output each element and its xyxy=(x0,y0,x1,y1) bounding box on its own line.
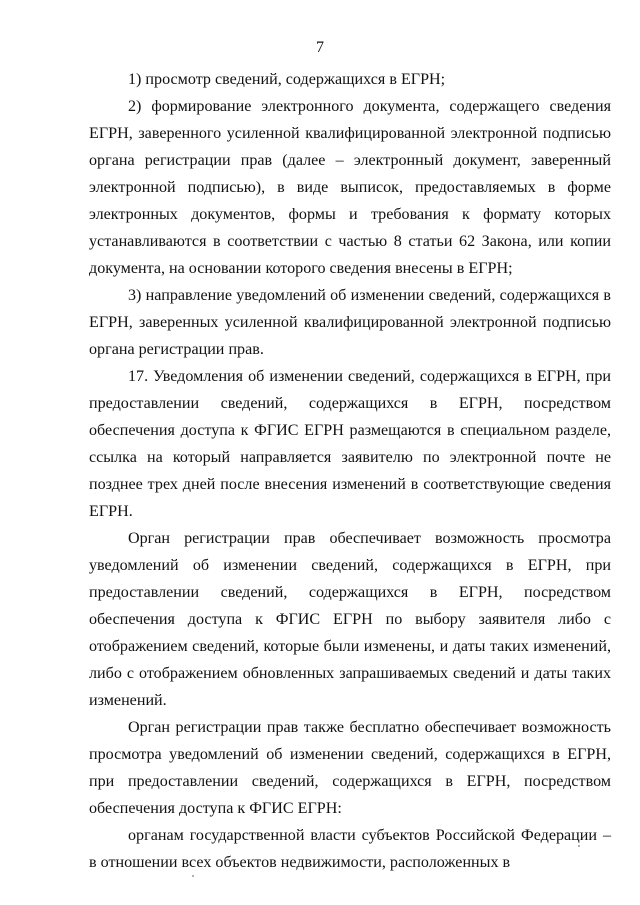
scan-speck xyxy=(578,845,580,847)
paragraph-view-options: Орган регистрации прав обеспечивает возможность просмотра уведомлений об изменении сведений, содержащихся в ЕГРН, при предоставлении сведений, содержащихся в ЕГРН, посредством обеспечения доступа к ФГИС ЕГРН по выбору заявителя либо с отображением сведений, которые были изменены, и даты таких изменений, либо с отображением обновленных запрашиваемых сведений и даты таких изменений. xyxy=(89,530,611,709)
paragraph-clause-17: 17. Уведомления об изменении сведений, содержащихся в ЕГРН, при предоставлении сведений, содержащихся в ЕГРН, посредством обеспечения доступа к ФГИС ЕГРН размещаются в специальном разделе, ссылка на который направляется заявителю по электронной почте не позднее трех дней после внесения изменений в соответствующие сведения ЕГРН. xyxy=(89,368,611,520)
paragraph-regional-authorities: органам государственной власти субъектов Российской Федерации – в отношении всех объектов недвижимости, расположенных в xyxy=(89,827,611,871)
paragraph-item-1: 1) просмотр сведений, содержащихся в ЕГРН; xyxy=(128,71,446,88)
paragraph-item-3: 3) направление уведомлений об изменении сведений, содержащихся в ЕГРН, заверенных усиленной квалифицированной электронной подписью органа регистрации прав. xyxy=(89,287,611,358)
paragraph-free-access: Орган регистрации прав также бесплатно обеспечивает возможность просмотра уведомлений об изменении сведений, содержащихся в ЕГРН, при предоставлении сведений, содержащихся в ЕГРН, посредством обеспечения доступа к ФГИС ЕГРН: xyxy=(89,719,611,817)
scan-speck xyxy=(192,875,194,877)
page-number: 7 xyxy=(316,39,324,56)
paragraph-item-2: 2) формирование электронного документа, содержащего сведения ЕГРН, заверенного усиленной квалифицированной электронной подписью органа регистрации прав (далее – электронный документ, заверенный электронной подписью), в виде выписок, предоставляемых в форме электронных документов, формы и требования к формату которых устанавливаются в соответствии с частью 8 статьи 62 Закона, или копии документа, на основании которого сведения внесены в ЕГРН; xyxy=(89,98,611,277)
document-body xyxy=(89,66,611,876)
